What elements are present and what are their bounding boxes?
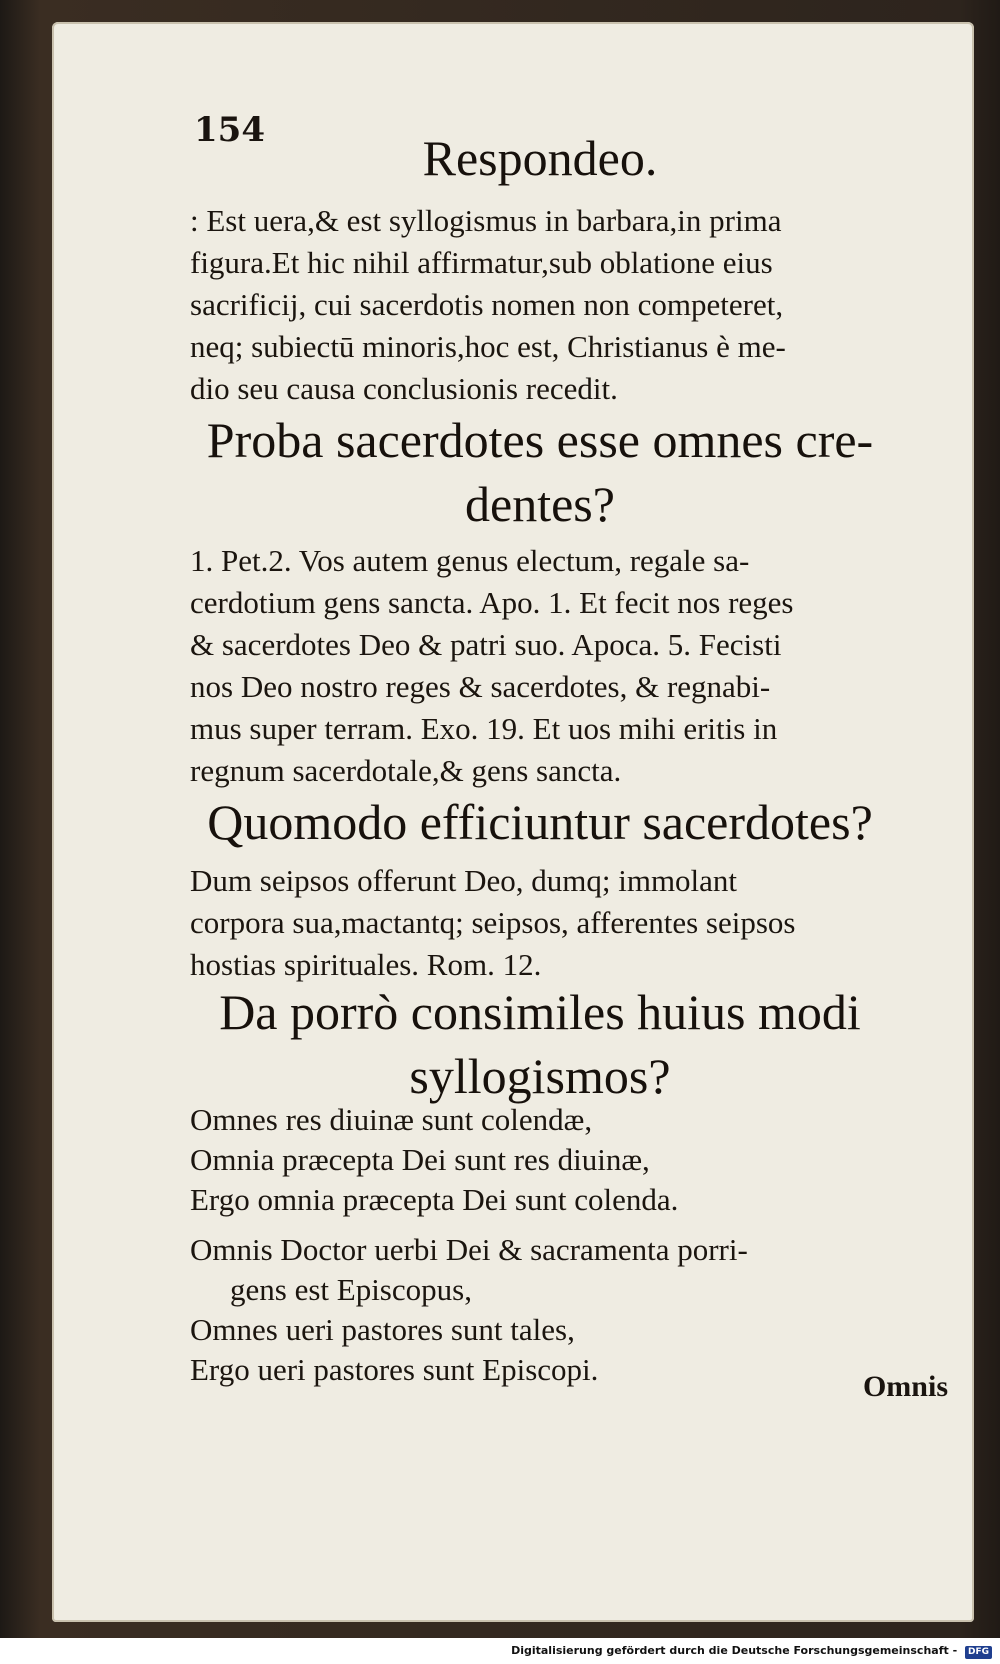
text-line: corpora sua,mactantq; seipsos, afferentes seipsos bbox=[190, 905, 796, 940]
heading-line: Da porrò consimiles huius modi bbox=[219, 984, 861, 1040]
paragraph-proba bbox=[190, 540, 890, 792]
syllogism-line: gens est Episcopus, bbox=[230, 1272, 472, 1307]
heading-line: dentes? bbox=[465, 476, 615, 532]
syllogism-1 bbox=[190, 1100, 890, 1220]
syllogism-line: Ergo ueri pastores sunt Episcopi. bbox=[190, 1352, 599, 1387]
heading-line: Proba sacerdotes esse omnes cre- bbox=[206, 412, 874, 468]
heading-quomodo: Quomodo efficiuntur sacerdotes? bbox=[207, 794, 873, 850]
text-line: dio seu causa conclusionis recedit. bbox=[190, 371, 618, 406]
heading-line: syllogismos? bbox=[409, 1048, 671, 1104]
heading-proba bbox=[190, 408, 890, 536]
text-line: cerdotium gens sancta. Apo. 1. Et fecit nos reges bbox=[190, 585, 794, 620]
text-line: hostias spirituales. Rom. 12. bbox=[190, 947, 542, 982]
catchword: Omnis bbox=[862, 1370, 948, 1403]
text-line: 1. Pet.2. Vos autem genus electum, regale sa- bbox=[190, 543, 750, 578]
page-number: 154 bbox=[194, 110, 265, 150]
syllogism-line: Omnes ueri pastores sunt tales, bbox=[190, 1312, 575, 1347]
syllogism-line: Ergo omnia præcepta Dei sunt colenda. bbox=[190, 1182, 679, 1217]
text-line: : Est uera,& est syllogismus in barbara,in prima bbox=[190, 203, 782, 238]
syllogism-line: Omnis Doctor uerbi Dei & sacramenta porri- bbox=[190, 1232, 748, 1267]
heading-da-porro bbox=[190, 980, 890, 1108]
paragraph-respondeo bbox=[190, 200, 890, 410]
text-line: sacrificij, cui sacerdotis nomen non competeret, bbox=[190, 287, 784, 322]
footer-credit-text: Digitalisierung gefördert durch die Deutsche Forschungsgemeinschaft - bbox=[511, 1644, 958, 1657]
syllogism-line: Omnia præcepta Dei sunt res diuinæ, bbox=[190, 1142, 650, 1177]
text-line: nos Deo nostro reges & sacerdotes, & regnabi- bbox=[190, 669, 771, 704]
footer-credit bbox=[511, 1644, 992, 1659]
dfg-logo-icon: DFG bbox=[965, 1646, 992, 1659]
syllogism-line: Omnes res diuinæ sunt colendæ, bbox=[190, 1102, 593, 1137]
text-line: mus super terram. Exo. 19. Et uos mihi eritis in bbox=[190, 711, 778, 746]
text-line: & sacerdotes Deo & patri suo. Apoca. 5. Fecisti bbox=[190, 627, 782, 662]
text-line: Dum seipsos offerunt Deo, dumq; immolant bbox=[190, 863, 738, 898]
syllogism-2 bbox=[190, 1230, 890, 1390]
text-line: figura.Et hic nihil affirmatur,sub oblatione eius bbox=[190, 245, 773, 280]
paragraph-quomodo bbox=[190, 860, 890, 986]
text-line: neq; subiectū minoris,hoc est, Christianus è me- bbox=[190, 329, 786, 364]
text-line: regnum sacerdotale,& gens sancta. bbox=[190, 753, 622, 788]
heading-respondeo: Respondeo. bbox=[422, 130, 658, 186]
